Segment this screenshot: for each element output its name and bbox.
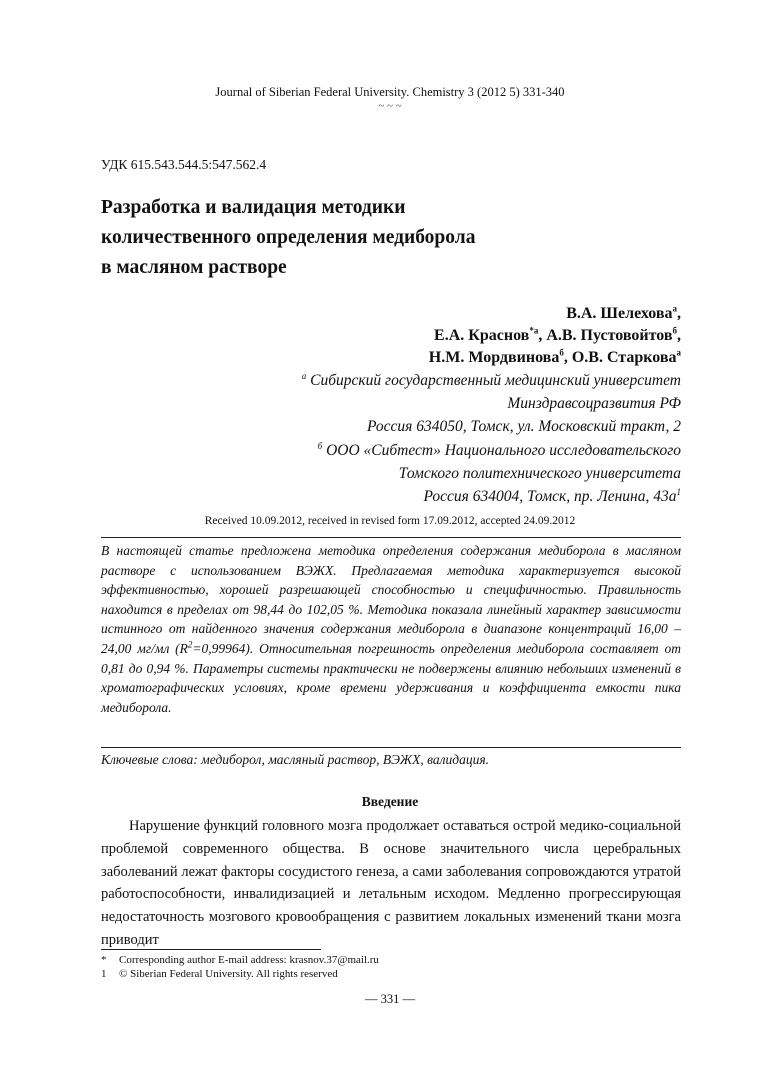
- author-name: В.А. Шелехова: [566, 305, 673, 322]
- footnote-text: © Siberian Federal University. All rights reserved: [119, 968, 338, 980]
- author-affil-mark: а: [676, 347, 681, 358]
- affiliation-line: Россия 634004, Томск, пр. Ленина, $43а^1$: [423, 486, 681, 506]
- author-line: [121, 347, 681, 369]
- footnote-text: Corresponding author E-mail address: krasnov.37@mail.ru: [119, 954, 379, 966]
- received-dates: Received 10.09.2012, received in revised form 17.09.2012, accepted 24.09.2012: [204, 515, 576, 527]
- affiliation-line: Томского политехнического университета: [398, 464, 681, 482]
- affiliation-line: $^а$ Сибирский государственный медицинский университет: [301, 370, 681, 389]
- abstract-bottom-rule: [101, 747, 681, 748]
- author-list: [121, 303, 681, 369]
- author-affil-mark: б: [672, 325, 677, 336]
- page-number: — 331 —: [365, 992, 415, 1006]
- header-ornament: ~ ~ ~: [378, 100, 402, 112]
- footnote: [101, 967, 379, 981]
- author-name: Н.М. Мордвинова: [428, 349, 560, 366]
- udk-code: УДК 615.543.544.5:547.562.4: [101, 157, 267, 172]
- footnote-mark: 1: [101, 968, 107, 980]
- journal-header: Journal of Siberian Federal University. Chemistry 3 (2012 5) 331-340: [215, 85, 565, 99]
- footnote-mark: *: [101, 954, 107, 966]
- article-title: [101, 193, 661, 283]
- footnote: [101, 953, 379, 967]
- author-name: Е.А. Краснов: [434, 327, 530, 344]
- abstract-top-rule: [101, 537, 681, 538]
- author-line: [121, 325, 681, 347]
- footnotes: [101, 953, 379, 981]
- author-name: О.В. Старкова: [571, 349, 677, 366]
- author-separator: ,: [563, 349, 572, 366]
- author-affil-mark: *а: [529, 325, 539, 336]
- author-affil-mark: а: [672, 303, 677, 314]
- introduction-paragraph: Нарушение функций головного мозга продолжает оставаться острой медико-социальной проблемой современного общества. В основе значительного числа церебральных заболеваний лежат факторы сосудистого генеза, а сами заболевания сопровождаются утратой работоспособности, инвалидизацией и летальным исходом. Медленно прогрессирующая недостаточность мозгового кровообращения с развитием локальных изменений ткани мозга приводит: [101, 818, 681, 948]
- affiliations: [121, 369, 681, 508]
- title-line: в масляном растворе: [101, 257, 287, 278]
- title-line: Разработка и валидация методики: [101, 197, 406, 218]
- affiliation-mark: б: [317, 440, 323, 451]
- footnote-rule: [101, 949, 321, 950]
- footnote-mark: 1: [676, 486, 681, 497]
- affiliation-line: Россия 634050, Томск, ул. Московский тракт, 2: [366, 418, 681, 436]
- keywords: Ключевые слова: медиборол, масляный раствор, ВЭЖХ, валидация.: [101, 752, 489, 767]
- author-name: А.В. Пустовойтов: [546, 327, 673, 344]
- affiliation-line: $^б$ ООО «Сибтест» Национального исследовательского: [317, 440, 681, 459]
- affiliation-mark: а: [301, 370, 307, 381]
- author-separator: ,: [677, 305, 681, 322]
- abstract: В настоящей статье предложена методика определения содержания медиборола в масляном растворе с использованием ВЭЖХ. Предлагаемая методика характеризуется высокой эффективностью, хорошей разрешающей способностью и специфичностью. Правильность находится в пределах от 98,44 до 102,05 %. Методика показала линейный характер зависимости истинного от найденного значения содержания медиборола в диапазоне концентраций 16,00 – 24,00 мг/мл $(R^2=0,99964)$. Относительная погрешность определения медиборола составляет от 0,81 до 0,94 %. Параметры системы практически не подвержены влиянию небольших изменений в хроматографических условиях, кроме времени удерживания и коэффициента емкости пика медиборола.: [101, 543, 681, 715]
- author-separator: ,: [677, 327, 681, 344]
- author-affil-mark: б: [559, 347, 564, 358]
- section-heading-introduction: Введение: [361, 794, 419, 809]
- author-line: [121, 303, 681, 325]
- title-line: количественного определения медиборола: [101, 227, 476, 248]
- affiliation-line: Минздравсоцразвития РФ: [507, 395, 681, 413]
- r-squared-exponent: 2: [187, 639, 193, 650]
- author-separator: ,: [538, 327, 547, 344]
